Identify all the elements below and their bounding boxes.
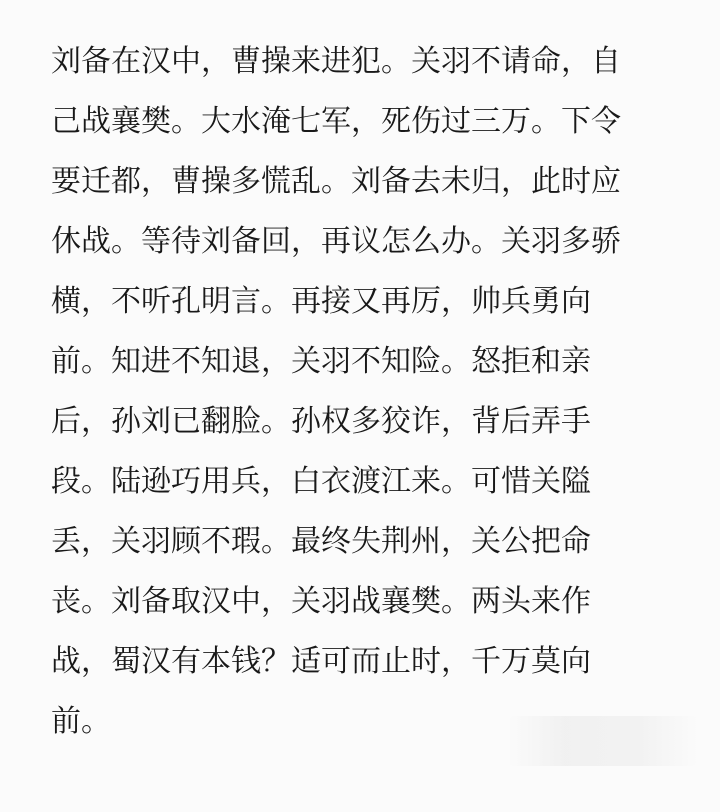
poem-line-5: 横，不听孔明言。再接又再厉，帅兵勇向 bbox=[51, 284, 591, 319]
poem-line-7: 后，孙刘已翻脸。孙权多狡诈，背后弄手 bbox=[51, 404, 591, 439]
faint-watermark bbox=[508, 716, 698, 766]
poem-line-4: 休战。等待刘备回，再议怎么办。关羽多骄 bbox=[51, 224, 621, 259]
poem-line-3: 要迁都，曹操多慌乱。刘备去未归，此时应 bbox=[51, 164, 621, 199]
poem-line-10: 丧。刘备取汉中，关羽战襄樊。两头来作 bbox=[51, 584, 591, 619]
poem-line-1: 刘备在汉中，曹操来进犯。关羽不请命，自 bbox=[51, 44, 621, 79]
poem-line-6: 前。知进不知退，关羽不知险。怒拒和亲 bbox=[51, 344, 591, 379]
poem-line-11: 战，蜀汉有本钱？适可而止时，千万莫向 bbox=[51, 644, 591, 679]
poem-line-8: 段。陆逊巧用兵，白衣渡江来。可惜关隘 bbox=[51, 464, 591, 499]
poem-line-12: 前。 bbox=[51, 704, 111, 739]
poem-line-9: 丢，关羽顾不瑕。最终失荆州，关公把命 bbox=[51, 524, 591, 559]
poem-line-2: 己战襄樊。大水淹七军，死伤过三万。下令 bbox=[51, 104, 621, 139]
